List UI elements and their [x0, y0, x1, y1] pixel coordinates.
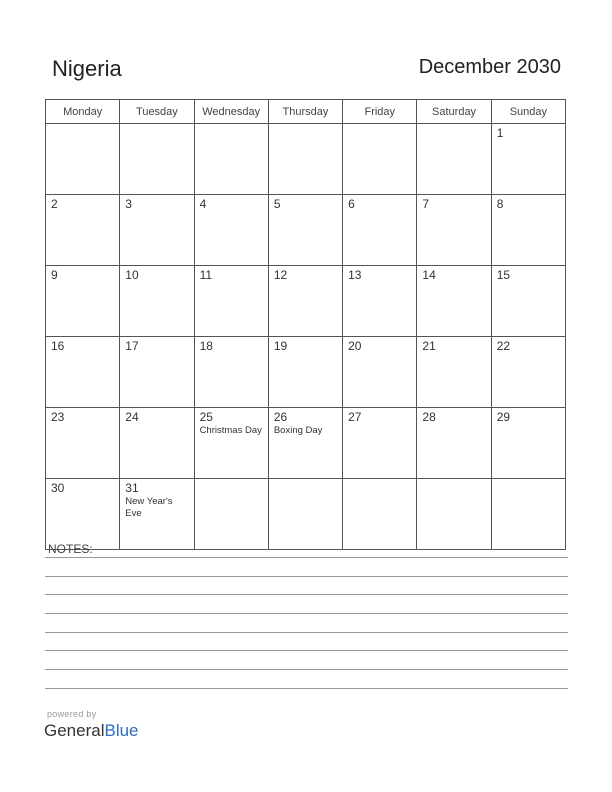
- day-number: 18: [199, 339, 213, 353]
- month-year-title: December 2030: [418, 56, 561, 78]
- day-number: 7: [422, 197, 430, 211]
- day-cell[interactable]: [120, 124, 194, 195]
- note-line: [45, 669, 568, 670]
- day-cell[interactable]: [491, 337, 565, 408]
- week-row: [46, 479, 566, 550]
- day-cell[interactable]: [417, 195, 491, 266]
- weekday-tuesday: Tuesday: [120, 100, 194, 124]
- note-line: [45, 650, 568, 651]
- weekday-friday: Friday: [343, 100, 417, 124]
- note-line: [45, 632, 568, 633]
- day-cell[interactable]: [417, 266, 491, 337]
- day-number: 30: [51, 481, 65, 495]
- week-row: [46, 195, 566, 266]
- day-cell[interactable]: [194, 479, 268, 550]
- day-cell[interactable]: [417, 408, 491, 479]
- day-cell[interactable]: [268, 408, 342, 479]
- day-cell[interactable]: [46, 266, 120, 337]
- day-number: 5: [273, 197, 281, 211]
- week-row: [46, 266, 566, 337]
- day-cell[interactable]: [268, 195, 342, 266]
- brand-logo[interactable]: [44, 721, 139, 741]
- day-number: 16: [51, 339, 65, 353]
- day-cell[interactable]: [120, 195, 194, 266]
- day-cell[interactable]: [343, 408, 417, 479]
- day-number: 14: [422, 268, 436, 282]
- weekday-wednesday: Wednesday: [194, 100, 268, 124]
- day-cell[interactable]: [46, 479, 120, 550]
- day-number: 1: [496, 126, 504, 140]
- day-cell[interactable]: [194, 195, 268, 266]
- weekday-thursday: Thursday: [268, 100, 342, 124]
- day-number: 3: [125, 197, 132, 211]
- day-cell[interactable]: [120, 408, 194, 479]
- day-cell[interactable]: [194, 124, 268, 195]
- day-number: 11: [199, 268, 213, 282]
- country-title: Nigeria: [52, 56, 122, 81]
- day-cell[interactable]: [343, 337, 417, 408]
- day-cell[interactable]: [491, 124, 565, 195]
- day-number: 28: [422, 410, 436, 424]
- weekday-sunday: Sunday: [491, 100, 565, 124]
- day-number: 10: [125, 268, 139, 282]
- day-number: 6: [348, 197, 355, 211]
- day-number: 21: [422, 339, 436, 353]
- day-cell[interactable]: [417, 337, 491, 408]
- day-number: 27: [348, 410, 362, 424]
- day-cell[interactable]: [491, 479, 565, 550]
- day-number: 8: [496, 197, 504, 211]
- note-line: [45, 576, 568, 577]
- day-number: 15: [496, 268, 511, 282]
- day-number: 19: [273, 339, 288, 353]
- holiday-label: Boxing Day: [273, 425, 323, 436]
- day-cell[interactable]: [343, 124, 417, 195]
- day-cell[interactable]: [46, 195, 120, 266]
- day-cell[interactable]: [120, 479, 194, 550]
- day-number: 26: [273, 410, 288, 424]
- day-number: 13: [348, 268, 362, 282]
- day-cell[interactable]: [194, 266, 268, 337]
- week-row: [46, 408, 566, 479]
- day-number: 2: [51, 197, 58, 211]
- week-row: [46, 124, 566, 195]
- calendar-grid: [45, 99, 566, 550]
- weekday-monday: Monday: [46, 100, 120, 124]
- day-cell[interactable]: [268, 124, 342, 195]
- day-cell[interactable]: [417, 479, 491, 550]
- note-line: [45, 557, 568, 558]
- day-number: 17: [125, 339, 139, 353]
- day-cell[interactable]: [194, 337, 268, 408]
- day-number: 23: [51, 410, 65, 424]
- day-cell[interactable]: [343, 266, 417, 337]
- notes-label: NOTES:: [48, 542, 93, 556]
- brand-name-general: General: [44, 721, 105, 740]
- day-number: 22: [496, 339, 511, 353]
- day-cell[interactable]: [46, 124, 120, 195]
- day-cell[interactable]: [343, 195, 417, 266]
- holiday-label: New Year's Eve: [125, 496, 173, 519]
- powered-by-text: powered by: [47, 709, 97, 719]
- day-number: 31: [125, 481, 139, 495]
- note-line: [45, 594, 568, 595]
- day-number: 20: [348, 339, 362, 353]
- day-cell[interactable]: [491, 195, 565, 266]
- day-cell[interactable]: [268, 479, 342, 550]
- brand-name-blue: Blue: [104, 721, 139, 740]
- day-cell[interactable]: [120, 266, 194, 337]
- day-number: 24: [125, 410, 139, 424]
- day-number: 29: [496, 410, 511, 424]
- day-cell[interactable]: [491, 408, 565, 479]
- day-number: 12: [273, 268, 288, 282]
- day-cell[interactable]: [46, 337, 120, 408]
- day-cell[interactable]: [194, 408, 268, 479]
- day-cell[interactable]: [491, 266, 565, 337]
- day-cell[interactable]: [343, 479, 417, 550]
- note-line: [45, 688, 568, 689]
- weekday-header-row: [46, 100, 566, 124]
- note-line: [45, 613, 568, 614]
- day-cell[interactable]: [120, 337, 194, 408]
- day-cell[interactable]: [268, 337, 342, 408]
- day-cell[interactable]: [417, 124, 491, 195]
- day-number: 4: [199, 197, 207, 211]
- holiday-label: Christmas Day: [199, 425, 262, 436]
- week-row: [46, 337, 566, 408]
- day-number: 25: [199, 410, 213, 424]
- day-cell[interactable]: [268, 266, 342, 337]
- weekday-saturday: Saturday: [417, 100, 491, 124]
- day-number: 9: [51, 268, 58, 282]
- day-cell[interactable]: [46, 408, 120, 479]
